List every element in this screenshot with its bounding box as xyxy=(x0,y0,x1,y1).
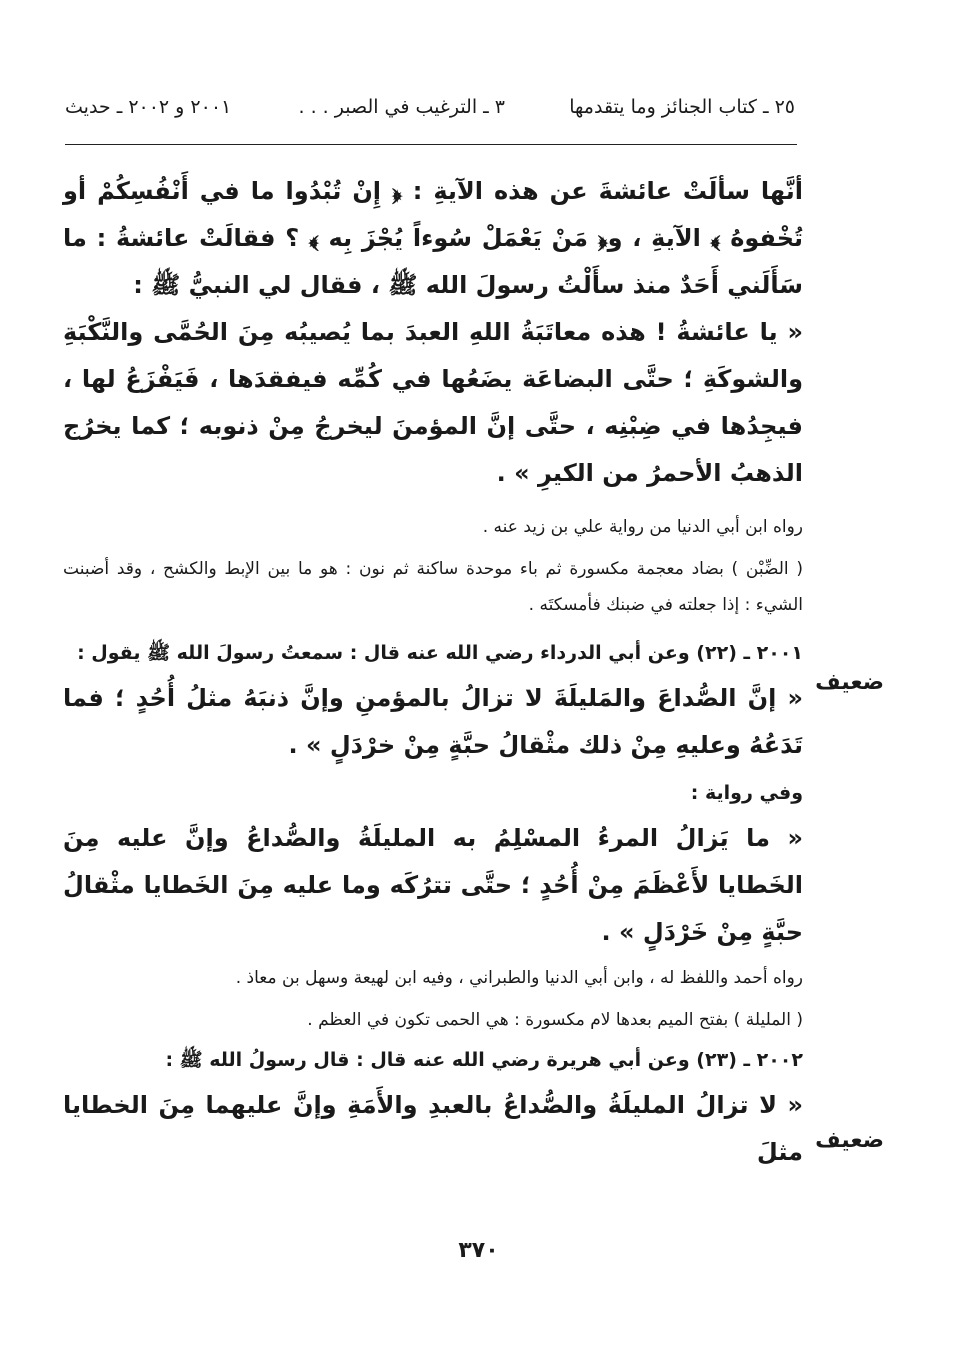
variant-label: وفي رواية : xyxy=(690,782,803,804)
hadith-text: « ما يَزالُ المرءُ المسْلِمُ به المليلَةُ والصُّداعُ وإنَّ عليه مِنَ الخَطايا لأَعْظَمَ مِنْ أُحُدٍ ؛ حتَّى تترُكَه وما عليه مِنَ الخَطايا مثْقالُ حبَّةٍ مِنْ خَرْدَلٍ » . xyxy=(63,824,803,946)
hadith-heading-2002: ٢٠٠٢ ـ (٢٣) وعن أبي هريرة رضي الله عنه قال : قال رسولُ الله ﷺ : xyxy=(165,1049,803,1071)
header-chapter: ٢٥ ـ كتاب الجنائز وما يتقدمها xyxy=(569,96,795,118)
hadith-text: « يا عائشةُ ! هذه معاتَبَةُ اللهِ العبدَ بما يُصيبُه مِنَ الحُمَّى والنَّكْبَةِ والشوكَةِ ؛ حتَّى البضاعَة يضَعُها في كُمِّه فيفقدَها ، فَيَفْزَعُ لها ، فيجِدُها في ضِبْنِه ، حتَّى إنَّ المؤمنَ ليخرجُ مِنْ ذنوبه ؛ كما يخرُج الذهبُ الأحمرُ من الكيرِ » . xyxy=(63,318,803,487)
running-header xyxy=(65,96,795,130)
header-hadith-range: ٢٠٠١ و ٢٠٠٢ ـ حديث xyxy=(65,96,232,118)
page-number: ٣٧٠ xyxy=(458,1238,499,1263)
grade-badge-2001: ضعيف xyxy=(815,670,884,695)
hadith-text: « إنَّ الصُّداعَ والمَليلَةَ لا تزالُ بالمؤمنِ وإنَّ ذنبَهُ مثلُ أُحُدٍ ؛ فما تَدَعُهُ وعليهِ مِنْ ذلك مثْقالُ حبَّةٍ مِنْ خرْدَلٍ » . xyxy=(63,684,803,759)
gloss-note: ( المليلة ) بفتح الميم بعدها لام مكسورة : هي الحمى تكون في العظم . xyxy=(307,1010,803,1030)
gloss-note: ( الضِّبْن ) بضاد معجمة مكسورة ثم باء موحدة ساكنة ثم نون : هو ما بين الإبط والكشح ، وقد أضبنت الشيء : إذا جعلته في ضبنك فأمسكتَه . xyxy=(63,559,803,615)
header-rule xyxy=(65,144,797,145)
hadith-text: أنَّها سألَتْ عائشةَ عن هذه الآيةِ : ﴿ إِنْ تُبْدُوا ما في أَنْفُسِكُمْ أو تُخْفوهُ ﴾ الآيةِ ، و﴿ مَنْ يَعْمَلْ سُوءاً يُجْزَ بِه ﴾ ؟ فقالَتْ عائشةُ : ما سَأَلَني أَحَدٌ منذ سأَلْتُ رسولَ الله ﷺ ، فقال لي النبيُّ ﷺ : xyxy=(63,177,803,299)
hadith-heading-2001: ٢٠٠١ ـ (٢٢) وعن أبي الدرداء رضي الله عنه قال : سمعتُ رسولَ الله ﷺ يقول : xyxy=(77,642,803,664)
hadith-text: « لا تزالُ المليلَةُ والصُّداعُ بالعبدِ والأَمَةِ وإنَّ عليهما مِنَ الخطايا مثلَ xyxy=(63,1091,803,1166)
source-note: رواه أحمد واللفظ له ، وابن أبي الدنيا والطبراني ، وفيه ابن لهيعة وسهل بن معاذ . xyxy=(235,968,803,988)
grade-badge-2002: ضعيف xyxy=(815,1128,884,1153)
source-note: رواه ابن أبي الدنيا من رواية علي بن زيد عنه . xyxy=(482,517,803,537)
page-body xyxy=(63,168,803,1176)
header-section: ٣ ـ الترغيب في الصبر . . . xyxy=(298,96,505,118)
